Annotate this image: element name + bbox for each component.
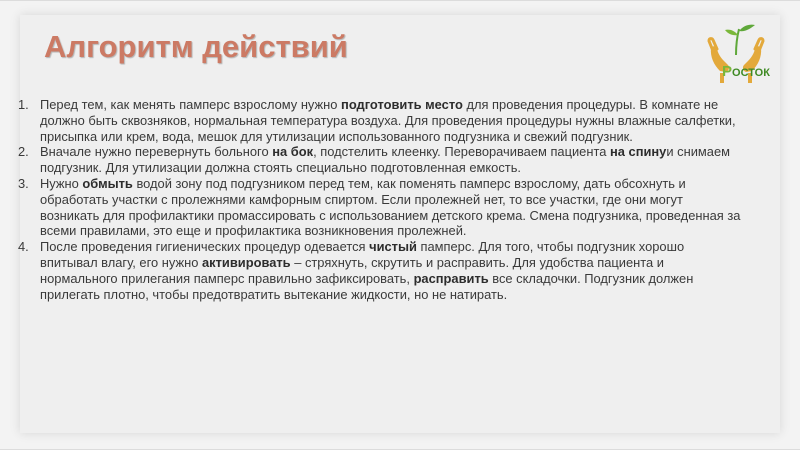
bold-phrase: подготовить место xyxy=(341,97,463,112)
list-item: 1. Перед тем, как менять памперс взрослому нужно подготовить место для проведения процедуры. В комнате не должно быть сквозняков, нормальная температура воздуха. Для проведения процедуры нужны влажные салфетки, присыпка или крем, вода, мешок для утилизации использованного подгузника и свежий подгузник. xyxy=(18,97,736,144)
list-item: 2. Вначале нужно перевернуть больного на бок, подстелить клеенку. Переворачиваем пациента на спинуи снимаем подгузник. Для утилизации должна стоять специально подготовленная емкость. xyxy=(18,144,730,176)
logo-wordmark: РОСТОК xyxy=(722,63,770,80)
steps-list xyxy=(18,97,744,302)
bold-phrase: чистый xyxy=(369,239,417,255)
bold-phrase: на спину xyxy=(609,144,667,160)
bold-phrase: обмыть xyxy=(82,175,133,191)
bold-phrase: активировать xyxy=(201,254,291,270)
list-item: 4. После проведения гигиенических процедур одевается чистый памперс. Для того, чтобы подгузник хорошо впитывал влагу, его нужно активировать – стряхнуть, скрутить и расправить. Для удобства пациента и нормального прилегания памперс правильно зафиксировать, расправить все складочки. Подгузник должен прилегать плотно, чтобы предотвратить вытекание жидкости, но не натирать. xyxy=(18,239,694,302)
bold-phrase: расправить xyxy=(413,270,489,286)
list-item: 3. Нужно обмыть водой зону под подгузником перед тем, как поменять памперс взрослому, дать обсохнуть и обработать участки с пролежнями камфорным спиртом. Если пролежней нет, то все участки, где они могут возникать для профилактики промассировать с использованием детского крема. Смена подгузника, проведенная за всеми правилами, это еще и профилактика возникновения пролежней. xyxy=(18,175,741,239)
bold-phrase: на бок xyxy=(272,144,314,160)
page-title: Алгоритм действий xyxy=(44,29,348,64)
